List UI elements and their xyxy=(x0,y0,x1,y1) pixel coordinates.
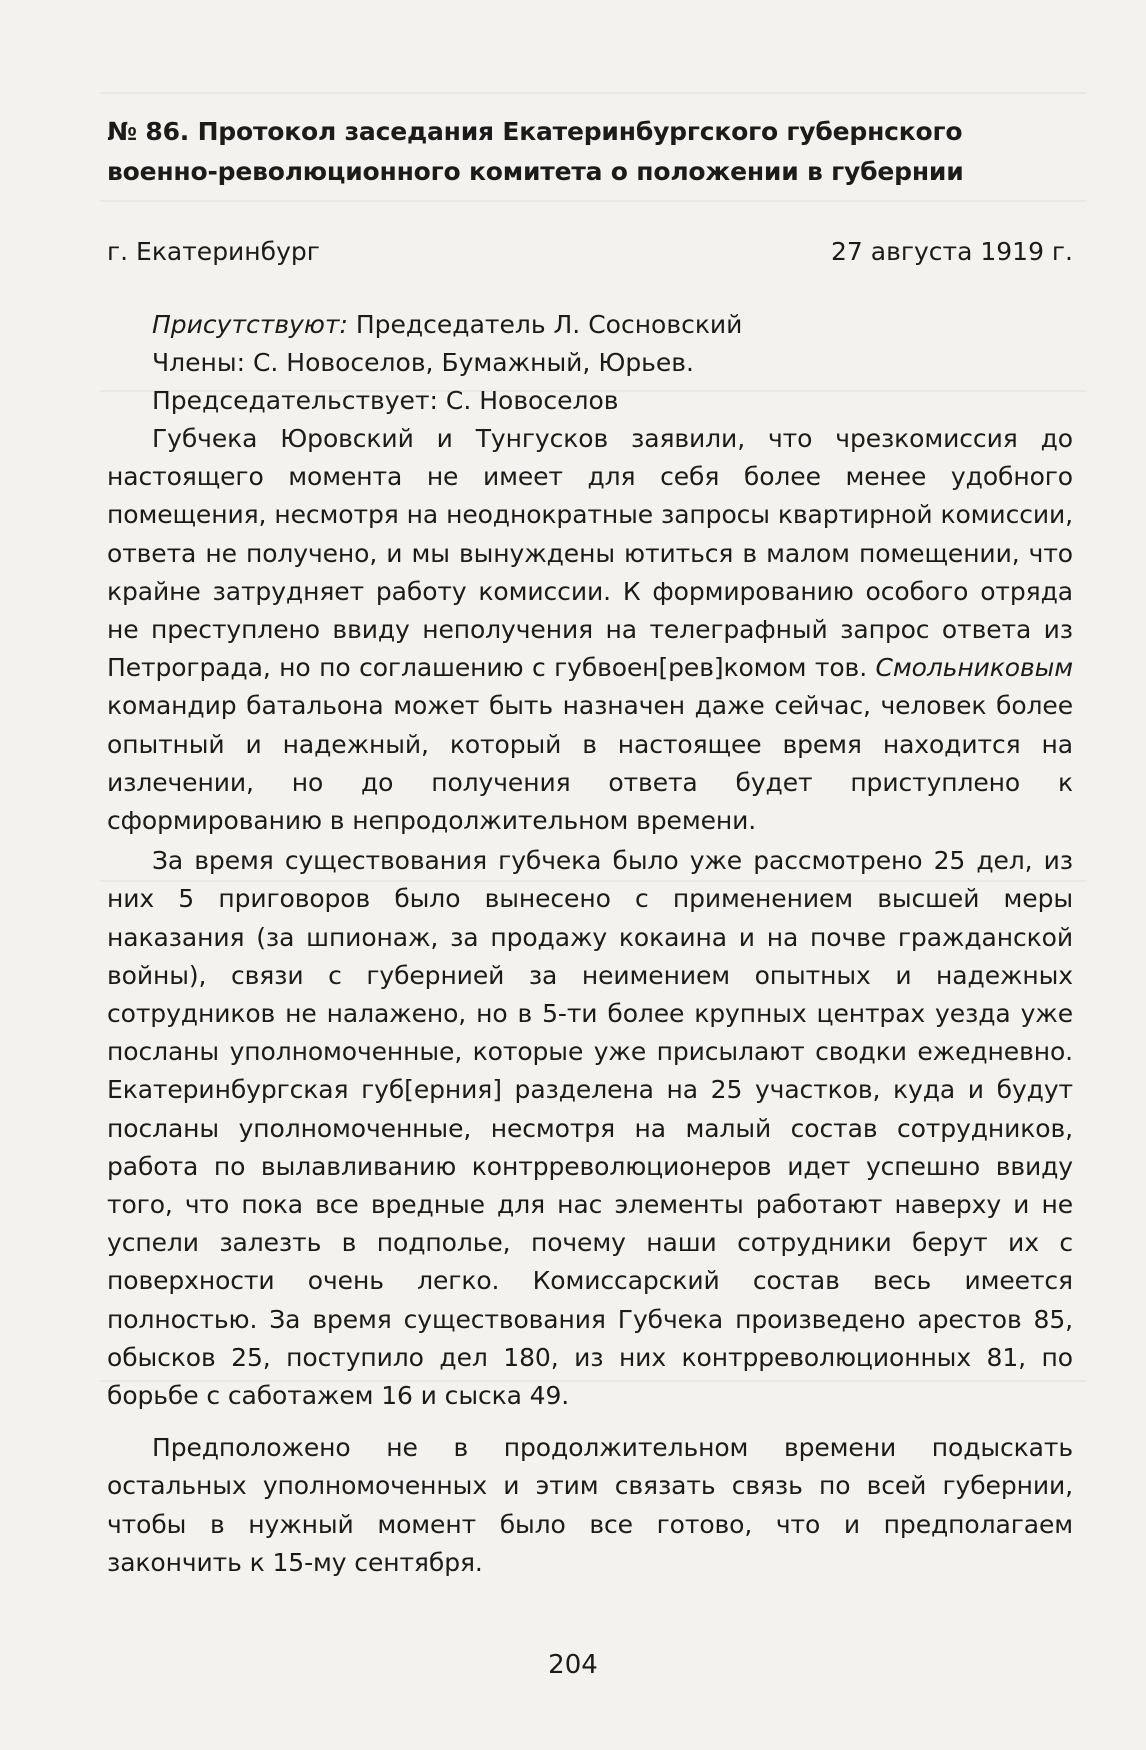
present-value: Председатель Л. Сосновский xyxy=(347,310,743,339)
members-line: Члены: С. Новоселов, Бумажный, Юрьев. xyxy=(152,348,694,377)
present-label: Присутствуют: xyxy=(152,310,348,339)
paragraph-1-before: Губчека Юровский и Тунгусков заявили, что чрезкомиссия до настоящего момента не имеет для себя более менее удобного помещения, несмотря на неоднократные запросы квартирной комиссии, ответа не получено, и мы вынуждены ютиться в малом помещении, что крайне затрудняет работу комиссии. К формированию особого отряда не преступлено ввиду неполучения на телеграфный запрос ответа из Петрограда, но по соглашению с губвоен[рев]комом тов. xyxy=(107,424,1073,683)
paragraph-3: Предположено не в продолжительном времени подыскать остальных уполномоченных и этим связать связь по всей губернии, чтобы в нужный момент было все готово, что и предполагаем закончить к 15-му сентября. xyxy=(107,1433,1073,1577)
present-line xyxy=(107,306,1073,344)
place-date-line xyxy=(107,234,1073,270)
paragraph-1-after: командир батальона может быть назначен даже сейчас, человек более опытный и надежный, который в настоящее время находится на излечении, но до получения ответа будет приступлено к сформированию в непродолжительном времени. xyxy=(107,691,1073,836)
scan-bleed-line xyxy=(100,92,1086,94)
document-date: 27 августа 1919 г. xyxy=(831,237,1073,266)
document-title: № 86. Протокол заседания Екатеринбургского губернского военно-революционного комитета о положении в губернии xyxy=(107,117,964,186)
document-content xyxy=(107,112,1073,1582)
chair-line: Председательствует: С. Новоселов xyxy=(152,386,619,415)
paragraph-1-italic-name: Смольниковым xyxy=(875,653,1073,683)
paragraph-1 xyxy=(107,420,1073,840)
document-place: г. Екатеринбург xyxy=(107,237,320,266)
page-number: 204 xyxy=(548,1650,598,1680)
paragraph-2: За время существования губчека было уже рассмотрено 25 дел, из них 5 приговоров было вынесено с применением высшей меры наказания (за шпионаж, за продажу кокаина и на почве гражданской войны), связи с губернией за неимением опытных и надежных сотрудников не налажено, но в 5-ти более крупных центрах уезда уже посланы уполномоченные, которые уже присылают сводки ежедневно. Екатеринбургская губ[ерния] разделена на 25 участков, куда и будут посланы уполномоченные, несмотря на малый состав сотрудников, работа по вылавливанию контрреволюционеров идет успешно ввиду того, что пока все вредные для нас элементы работают наверху и не успели залезть в подполье, почему наши сотрудники берут их с поверхности очень легко. Комиссарский состав весь имеется полностью. За время существования Губчека произведено арестов 85, обысков 25, поступило дел 180, из них контрреволюционных 81, по борьбе с саботажем 16 и сыска 49. xyxy=(107,846,1073,1411)
